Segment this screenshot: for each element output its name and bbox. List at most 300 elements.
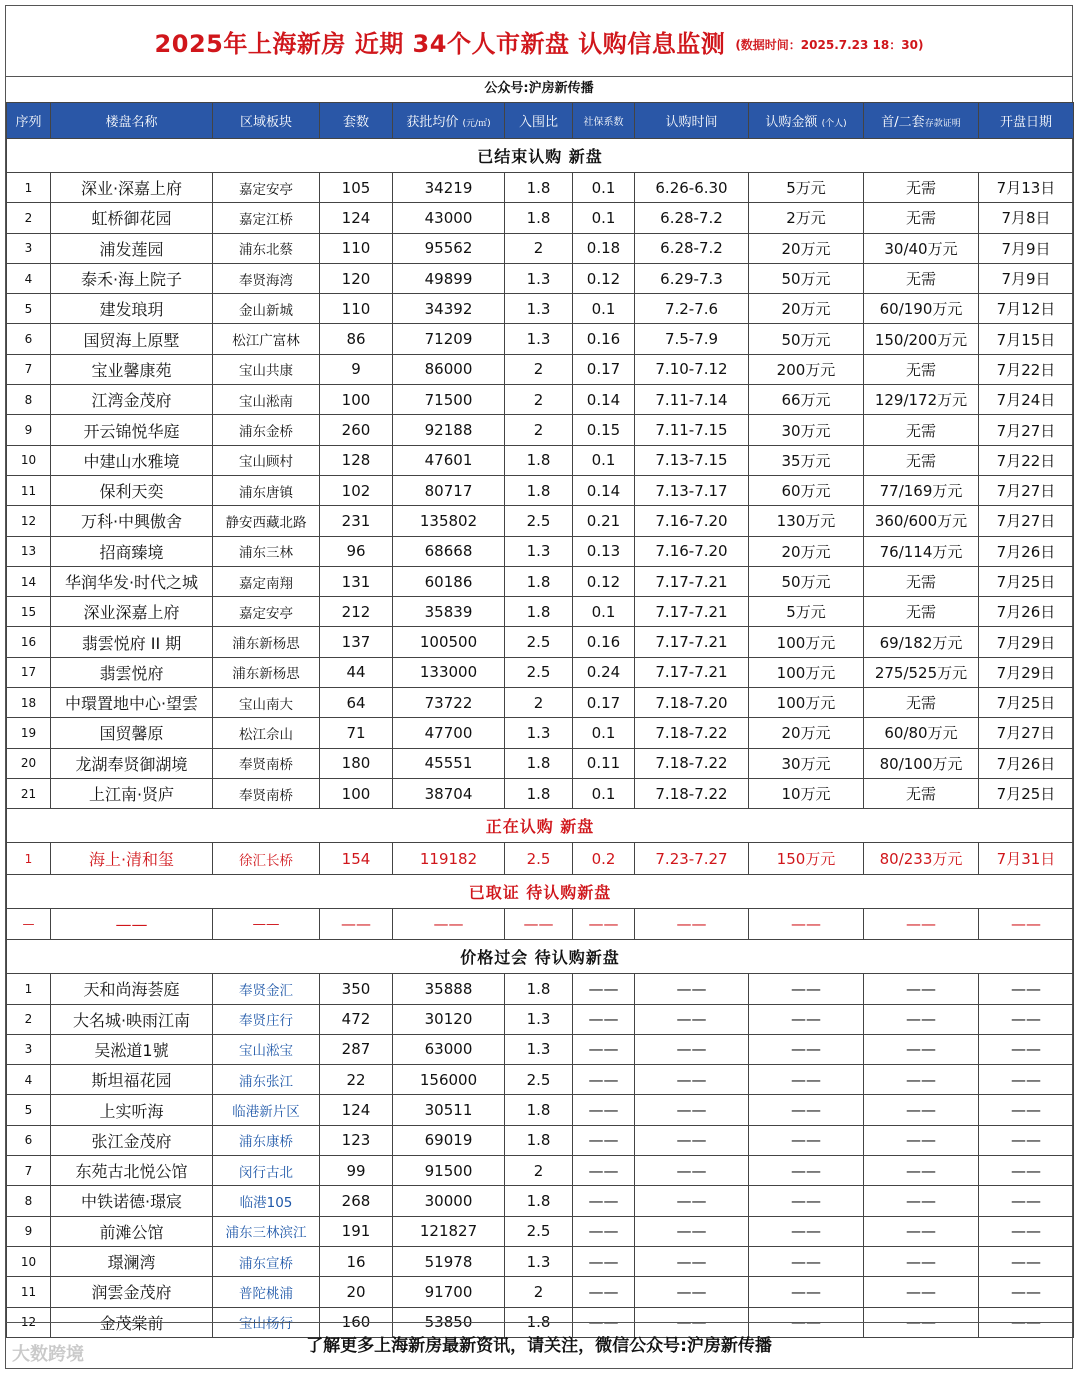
table-cell: 6 — [7, 1125, 51, 1155]
table-cell: —— — [573, 1246, 635, 1276]
table-cell: 128 — [320, 445, 393, 475]
table-cell: 浦东三林 — [213, 536, 320, 566]
table-cell: 9 — [7, 1216, 51, 1246]
table-cell: —— — [635, 909, 749, 940]
table-cell: —— — [749, 1216, 864, 1246]
table-cell: —— — [979, 909, 1074, 940]
section-header-priced — [7, 940, 1074, 974]
table-cell: —— — [573, 1125, 635, 1155]
table-cell: 7月26日 — [979, 748, 1074, 778]
table-cell: 3 — [7, 233, 51, 263]
table-cell: 20 — [7, 748, 51, 778]
table-cell: 无需 — [864, 566, 979, 596]
table-row — [7, 843, 1074, 875]
table-cell: 天和尚海荟庭 — [51, 974, 213, 1004]
table-cell: —— — [864, 1307, 979, 1337]
section-header-certified — [7, 875, 1074, 909]
table-cell: 35888 — [393, 974, 505, 1004]
table-cell: 80/100万元 — [864, 748, 979, 778]
table-cell: —— — [979, 1034, 1074, 1064]
table-cell: 1 — [7, 843, 51, 875]
table-cell: 7月27日 — [979, 506, 1074, 536]
table-cell: 71500 — [393, 385, 505, 415]
table-cell: 2 — [7, 1004, 51, 1034]
table-cell: 6.29-7.3 — [635, 263, 749, 293]
table-cell: 11 — [7, 1277, 51, 1307]
section-title: 已结束认购 新盘 — [7, 139, 1074, 173]
table-row — [7, 657, 1074, 687]
table-cell: 212 — [320, 597, 393, 627]
table-cell: —— — [635, 1125, 749, 1155]
table-cell: 350 — [320, 974, 393, 1004]
table-cell: 73722 — [393, 688, 505, 718]
table-cell: 7.16-7.20 — [635, 536, 749, 566]
table-cell: 69019 — [393, 1125, 505, 1155]
table-cell: —— — [749, 1065, 864, 1095]
table-row — [7, 688, 1074, 718]
table-cell: 0.15 — [573, 415, 635, 445]
table-cell: 徐汇长桥 — [213, 843, 320, 875]
table-row — [7, 1004, 1074, 1034]
table-cell: 5万元 — [749, 597, 864, 627]
col-price: 获批均价 (元/㎡) — [393, 103, 505, 139]
table-cell: 1.3 — [505, 1004, 573, 1034]
table-cell: 7月31日 — [979, 843, 1074, 875]
table-cell: 22 — [320, 1065, 393, 1095]
table-cell: 76/114万元 — [864, 536, 979, 566]
table-cell: 奉贤海湾 — [213, 263, 320, 293]
table-cell: 7 — [7, 354, 51, 384]
table-row — [7, 475, 1074, 505]
table-cell: 7.13-7.15 — [635, 445, 749, 475]
table-cell: 7.11-7.14 — [635, 385, 749, 415]
table-cell: —— — [864, 1156, 979, 1186]
table-cell: 86 — [320, 324, 393, 354]
table-cell: 0.12 — [573, 263, 635, 293]
table-cell: 191 — [320, 1216, 393, 1246]
table-cell: —— — [979, 1277, 1074, 1307]
table-cell: 2.5 — [505, 1065, 573, 1095]
table-cell: 7月13日 — [979, 173, 1074, 203]
table-cell: 奉贤金汇 — [213, 974, 320, 1004]
table-cell: —— — [635, 1065, 749, 1095]
table-cell: —— — [979, 1004, 1074, 1034]
table-cell: 宝山共康 — [213, 354, 320, 384]
table-cell: 38704 — [393, 778, 505, 808]
table-cell: 浦东三林滨江 — [213, 1216, 320, 1246]
table-cell: 0.1 — [573, 203, 635, 233]
table-cell: 6.26-6.30 — [635, 173, 749, 203]
table-cell: 1.8 — [505, 748, 573, 778]
table-cell: 80/233万元 — [864, 843, 979, 875]
table-cell: 80717 — [393, 475, 505, 505]
table-cell: 43000 — [393, 203, 505, 233]
table-cell: 中建山水雅境 — [51, 445, 213, 475]
table-cell: 招商臻境 — [51, 536, 213, 566]
table-cell: 奉贤南桥 — [213, 748, 320, 778]
table-cell: 1.8 — [505, 475, 573, 505]
table-cell: 国贸馨原 — [51, 718, 213, 748]
table-cell: 2.5 — [505, 1216, 573, 1246]
table-cell: 璟澜湾 — [51, 1246, 213, 1276]
footer: 了解更多上海新房最新资讯，请关注，微信公众号:沪房新传播 — [6, 1322, 1072, 1369]
table-cell: —— — [864, 1186, 979, 1216]
table-cell: 宝业馨康苑 — [51, 354, 213, 384]
table-cell: —— — [864, 1034, 979, 1064]
table-cell: 7.18-7.22 — [635, 748, 749, 778]
table-cell: 0.11 — [573, 748, 635, 778]
table-cell: 无需 — [864, 263, 979, 293]
table-cell: 0.24 — [573, 657, 635, 687]
table-cell: 71 — [320, 718, 393, 748]
col-units: 套数 — [320, 103, 393, 139]
table-cell: 16 — [320, 1246, 393, 1276]
table-cell: 71209 — [393, 324, 505, 354]
table-cell: 287 — [320, 1034, 393, 1064]
table-cell: 49899 — [393, 263, 505, 293]
table-cell: 160 — [320, 1307, 393, 1337]
table-cell: —— — [635, 1307, 749, 1337]
table-cell: — — [7, 909, 51, 940]
table-cell: 润雲金茂府 — [51, 1277, 213, 1307]
table-row — [7, 627, 1074, 657]
table-cell: 虹桥御花园 — [51, 203, 213, 233]
table-cell: 6.28-7.2 — [635, 233, 749, 263]
table-cell: 8 — [7, 1186, 51, 1216]
table-cell: 1.8 — [505, 778, 573, 808]
table-cell: 万科·中興傲舍 — [51, 506, 213, 536]
table-cell: 嘉定江桥 — [213, 203, 320, 233]
table-cell: 1 — [7, 974, 51, 1004]
table-cell: —— — [573, 1307, 635, 1337]
table-cell: 江湾金茂府 — [51, 385, 213, 415]
table-cell: 7月25日 — [979, 778, 1074, 808]
table-cell: 119182 — [393, 843, 505, 875]
table-cell: 135802 — [393, 506, 505, 536]
table-cell: 86000 — [393, 354, 505, 384]
table-cell: 翡雲悦府 II 期 — [51, 627, 213, 657]
table-cell: 2 — [505, 354, 573, 384]
table-cell: 6 — [7, 324, 51, 354]
table-cell: 8 — [7, 385, 51, 415]
table-cell: 2万元 — [749, 203, 864, 233]
table-cell: —— — [979, 1246, 1074, 1276]
table-cell: 130万元 — [749, 506, 864, 536]
table-cell: 1.3 — [505, 324, 573, 354]
table-cell: 131 — [320, 566, 393, 596]
table-cell: 7.23-7.27 — [635, 843, 749, 875]
table-cell: 0.12 — [573, 566, 635, 596]
table-cell: 105 — [320, 173, 393, 203]
col-idx: 序列 — [7, 103, 51, 139]
col-open: 开盘日期 — [979, 103, 1074, 139]
table-cell: 110 — [320, 294, 393, 324]
table-cell: 96 — [320, 536, 393, 566]
table-cell: —— — [635, 1246, 749, 1276]
table-cell: 临港新片区 — [213, 1095, 320, 1125]
table-cell: 松江广富林 — [213, 324, 320, 354]
table-cell: —— — [979, 1125, 1074, 1155]
table-cell: 7.17-7.21 — [635, 566, 749, 596]
table-cell: —— — [635, 1277, 749, 1307]
table-cell: 1.8 — [505, 173, 573, 203]
table-cell: 张江金茂府 — [51, 1125, 213, 1155]
table-cell: 前滩公馆 — [51, 1216, 213, 1246]
col-pay: 首/二套存款证明 — [864, 103, 979, 139]
table-cell: 浦东张江 — [213, 1065, 320, 1095]
col-ratio: 入围比 — [505, 103, 573, 139]
table-cell: 7月22日 — [979, 354, 1074, 384]
table-cell: —— — [979, 1065, 1074, 1095]
table-row — [7, 597, 1074, 627]
table-cell: 4 — [7, 263, 51, 293]
table-cell: 7月12日 — [979, 294, 1074, 324]
table-cell: —— — [635, 1156, 749, 1186]
table-cell: —— — [635, 1095, 749, 1125]
table-cell: 无需 — [864, 415, 979, 445]
table-cell: 7月29日 — [979, 657, 1074, 687]
table-cell: 124 — [320, 1095, 393, 1125]
table-cell: —— — [864, 1125, 979, 1155]
table-cell: 180 — [320, 748, 393, 778]
table-cell: 开云锦悦华庭 — [51, 415, 213, 445]
table-cell: 上江南·贤庐 — [51, 778, 213, 808]
table-row — [7, 203, 1074, 233]
table-cell: 2 — [505, 415, 573, 445]
col-area: 区域板块 — [213, 103, 320, 139]
table-cell: 2.5 — [505, 506, 573, 536]
table-cell: 国贸海上原墅 — [51, 324, 213, 354]
table-cell: 15 — [7, 597, 51, 627]
table-cell: —— — [864, 909, 979, 940]
table-cell: —— — [864, 1246, 979, 1276]
table-cell: 建发琅玥 — [51, 294, 213, 324]
table-cell: 7.10-7.12 — [635, 354, 749, 384]
table-cell: 0.17 — [573, 354, 635, 384]
data-time-note: (数据时间：2025.7.23 18：30) — [735, 37, 924, 52]
table-cell: 53850 — [393, 1307, 505, 1337]
table-row — [7, 1246, 1074, 1276]
table-cell: —— — [505, 909, 573, 940]
table-cell: 102 — [320, 475, 393, 505]
table-cell: 68668 — [393, 536, 505, 566]
table-cell: 92188 — [393, 415, 505, 445]
table-cell: 2.5 — [505, 843, 573, 875]
table-cell: 宝山淞南 — [213, 385, 320, 415]
table-cell: 45551 — [393, 748, 505, 778]
table-cell: 9 — [7, 415, 51, 445]
table-cell: 1 — [7, 173, 51, 203]
table-cell: 34392 — [393, 294, 505, 324]
table-cell: 嘉定安亭 — [213, 597, 320, 627]
table-cell: —— — [635, 1216, 749, 1246]
table-cell: 0.1 — [573, 718, 635, 748]
table-cell: 泰禾·海上院子 — [51, 263, 213, 293]
table-cell: 浦东新杨思 — [213, 657, 320, 687]
table-cell: —— — [979, 1216, 1074, 1246]
table-cell: —— — [864, 1004, 979, 1034]
table-cell: —— — [749, 974, 864, 1004]
table-cell: 龙湖奉贤御湖境 — [51, 748, 213, 778]
table-cell: —— — [320, 909, 393, 940]
table-cell: 临港105 — [213, 1186, 320, 1216]
table-cell: 浦东宣桥 — [213, 1246, 320, 1276]
table-cell: 奉贤南桥 — [213, 778, 320, 808]
table-cell: 5 — [7, 294, 51, 324]
table-cell: 150万元 — [749, 843, 864, 875]
table-cell: 123 — [320, 1125, 393, 1155]
table-cell: 2 — [505, 688, 573, 718]
table-cell: 156000 — [393, 1065, 505, 1095]
listing-table — [6, 102, 1074, 1338]
table-row — [7, 1186, 1074, 1216]
table-cell: 35839 — [393, 597, 505, 627]
table-cell: —— — [979, 974, 1074, 1004]
table-cell: 松江佘山 — [213, 718, 320, 748]
table-cell: 7月24日 — [979, 385, 1074, 415]
table-cell: —— — [573, 1216, 635, 1246]
table-cell: 30/40万元 — [864, 233, 979, 263]
table-row — [7, 324, 1074, 354]
table-cell: 120 — [320, 263, 393, 293]
table-cell: 100500 — [393, 627, 505, 657]
table-cell: 奉贤庄行 — [213, 1004, 320, 1034]
table-cell: 12 — [7, 1307, 51, 1337]
table-cell: —— — [749, 1277, 864, 1307]
table-row — [7, 1065, 1074, 1095]
table-cell: 浦东北蔡 — [213, 233, 320, 263]
table-cell: —— — [749, 1125, 864, 1155]
table-cell: 7.11-7.15 — [635, 415, 749, 445]
table-cell: 20万元 — [749, 294, 864, 324]
table-cell: 0.16 — [573, 324, 635, 354]
table-cell: 2 — [505, 1277, 573, 1307]
table-cell: —— — [749, 1004, 864, 1034]
table-cell: 50万元 — [749, 566, 864, 596]
table-row — [7, 566, 1074, 596]
table-cell: 无需 — [864, 203, 979, 233]
table-row — [7, 909, 1074, 940]
table-cell: 154 — [320, 843, 393, 875]
section-header-ended — [7, 139, 1074, 173]
table-cell: 17 — [7, 657, 51, 687]
table-cell: 东苑古北悦公馆 — [51, 1156, 213, 1186]
table-cell: 91500 — [393, 1156, 505, 1186]
table-cell: 1.8 — [505, 974, 573, 1004]
table-cell: 44 — [320, 657, 393, 687]
table-cell: 47700 — [393, 718, 505, 748]
title-row — [6, 6, 1072, 77]
table-row — [7, 385, 1074, 415]
table-cell: 260 — [320, 415, 393, 445]
table-cell: 无需 — [864, 173, 979, 203]
table-cell: 斯坦福花园 — [51, 1065, 213, 1095]
table-cell: 1.3 — [505, 263, 573, 293]
table-row — [7, 506, 1074, 536]
table-cell: 20万元 — [749, 233, 864, 263]
table-cell: 1.8 — [505, 1186, 573, 1216]
table-cell: 7.17-7.21 — [635, 627, 749, 657]
table-body — [7, 139, 1074, 1338]
table-cell: 7.18-7.20 — [635, 688, 749, 718]
table-cell: 浦东康桥 — [213, 1125, 320, 1155]
table-cell: 60/190万元 — [864, 294, 979, 324]
table-cell: 11 — [7, 475, 51, 505]
table-cell: 7.18-7.22 — [635, 718, 749, 748]
table-cell: 60186 — [393, 566, 505, 596]
table-cell: —— — [573, 909, 635, 940]
table-cell: —— — [979, 1095, 1074, 1125]
table-cell: 1.3 — [505, 294, 573, 324]
subtitle: 公众号:沪房新传播 — [484, 81, 594, 96]
table-cell: 0.14 — [573, 475, 635, 505]
table-cell: —— — [864, 1095, 979, 1125]
table-cell: 200万元 — [749, 354, 864, 384]
table-cell: 深业·深嘉上府 — [51, 173, 213, 203]
table-cell: 7.17-7.21 — [635, 657, 749, 687]
table-cell: 133000 — [393, 657, 505, 687]
table-row — [7, 233, 1074, 263]
table-cell: —— — [749, 1156, 864, 1186]
table-row — [7, 536, 1074, 566]
section-title: 已取证 待认购新盘 — [7, 875, 1074, 909]
section-title: 价格过会 待认购新盘 — [7, 940, 1074, 974]
table-cell: 77/169万元 — [864, 475, 979, 505]
table-cell: 1.8 — [505, 597, 573, 627]
table-cell: 1.8 — [505, 445, 573, 475]
table-cell: 150/200万元 — [864, 324, 979, 354]
table-cell: 231 — [320, 506, 393, 536]
table-cell: 1.8 — [505, 566, 573, 596]
table-cell: 14 — [7, 566, 51, 596]
header-row — [7, 103, 1074, 139]
table-cell: 4 — [7, 1065, 51, 1095]
table-cell: 69/182万元 — [864, 627, 979, 657]
table-cell: 无需 — [864, 688, 979, 718]
table-row — [7, 1034, 1074, 1064]
table-cell: 100 — [320, 778, 393, 808]
table-cell: —— — [749, 909, 864, 940]
table-cell: 7.16-7.20 — [635, 506, 749, 536]
table-cell: 137 — [320, 627, 393, 657]
table-cell: 30万元 — [749, 415, 864, 445]
table-cell: 10 — [7, 445, 51, 475]
table-cell: 1.3 — [505, 1246, 573, 1276]
table-cell: 海上·清和玺 — [51, 843, 213, 875]
table-cell: —— — [573, 1034, 635, 1064]
col-time: 认购时间 — [635, 103, 749, 139]
table-cell: 华润华发·时代之城 — [51, 566, 213, 596]
table-cell: 129/172万元 — [864, 385, 979, 415]
table-cell: 宝山杨行 — [213, 1307, 320, 1337]
table-cell: 无需 — [864, 354, 979, 384]
table-row — [7, 1125, 1074, 1155]
table-cell: —— — [635, 1004, 749, 1034]
table-cell: 0.2 — [573, 843, 635, 875]
table-cell: 1.8 — [505, 1095, 573, 1125]
table-cell: 1.3 — [505, 1034, 573, 1064]
table-cell: 121827 — [393, 1216, 505, 1246]
table-row — [7, 1156, 1074, 1186]
table-row — [7, 1216, 1074, 1246]
table-cell: 0.16 — [573, 627, 635, 657]
table-cell: 124 — [320, 203, 393, 233]
table-cell: 0.1 — [573, 173, 635, 203]
table-row — [7, 718, 1074, 748]
table-cell: —— — [749, 1246, 864, 1276]
table-cell: —— — [573, 1004, 635, 1034]
table-cell: 中铁诺德·璟宸 — [51, 1186, 213, 1216]
